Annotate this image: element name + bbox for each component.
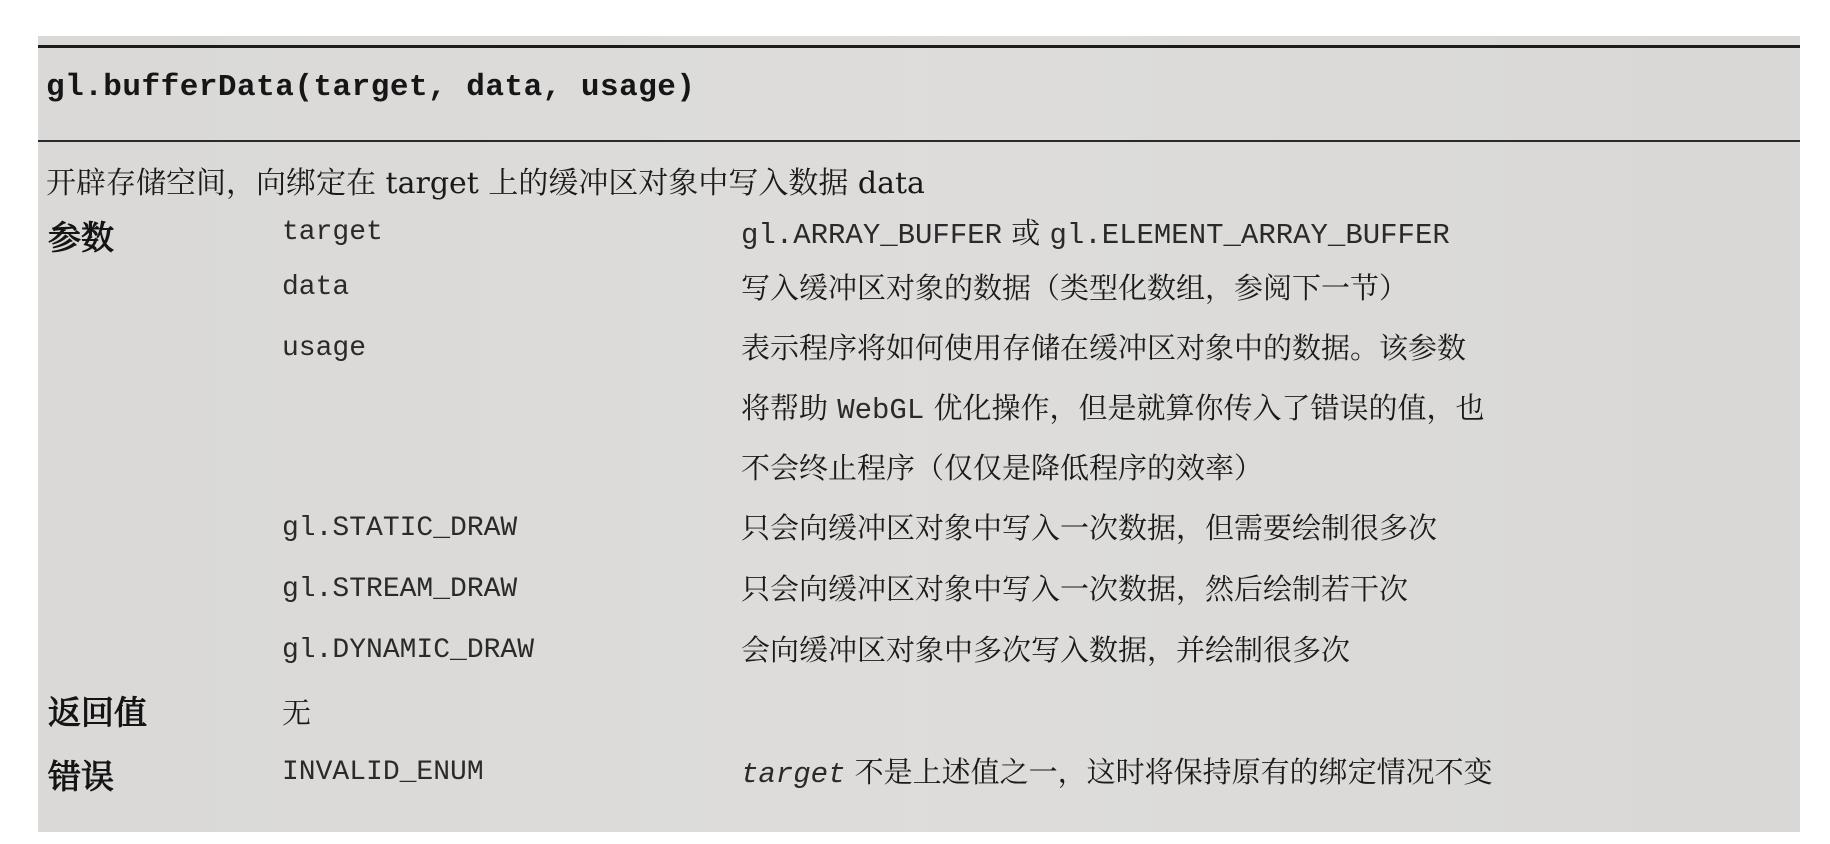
- param-usage-desc-line1: 表示程序将如何使用存储在缓冲区对象中的数据。该参数: [741, 331, 1467, 365]
- error-name: INVALID_ENUM: [282, 757, 484, 788]
- function-description: 开辟存储空间，向绑定在 target 上的缓冲区对象中写入数据 data: [46, 166, 925, 201]
- params-label: 参数: [48, 218, 114, 257]
- return-label: 返回值: [48, 693, 147, 732]
- param-target-name: target: [282, 217, 383, 248]
- param-usage-desc-line3: 不会终止程序（仅仅是降低程序的效率）: [741, 451, 1264, 485]
- usage-dynamic-draw-desc: 会向缓冲区对象中多次写入数据，并绘制很多次: [741, 633, 1351, 667]
- param-data-name: data: [282, 272, 350, 303]
- error-desc: [741, 741, 1493, 806]
- usage-line2-code: WebGL: [837, 394, 925, 427]
- target-value-array-buffer: gl.ARRAY_BUFFER: [741, 219, 1003, 252]
- signature-divider: [38, 140, 1800, 142]
- usage-stream-draw-desc: 只会向缓冲区对象中写入一次数据，然后绘制若干次: [741, 572, 1409, 606]
- error-label: 错误: [48, 757, 114, 796]
- api-reference-box: [38, 36, 1800, 832]
- error-target-code: target: [741, 758, 846, 791]
- usage-line2-part-a: 将帮助: [741, 391, 838, 425]
- usage-stream-draw-name: gl.STREAM_DRAW: [282, 574, 518, 605]
- usage-dynamic-draw-name: gl.DYNAMIC_DRAW: [282, 635, 535, 666]
- usage-line2-part-b: 优化操作，但是就算你传入了错误的值，也: [924, 391, 1485, 425]
- param-data-desc: 写入缓冲区对象的数据（类型化数组，参阅下一节）: [741, 271, 1409, 305]
- param-usage-name: usage: [282, 333, 367, 364]
- target-value-separator: 或: [1002, 216, 1050, 250]
- top-rule: [38, 45, 1800, 48]
- usage-static-draw-desc: 只会向缓冲区对象中写入一次数据，但需要绘制很多次: [741, 511, 1438, 545]
- function-signature: gl.bufferData(target, data, usage): [46, 70, 696, 105]
- error-desc-text: 不是上述值之一，这时将保持原有的绑定情况不变: [845, 755, 1493, 789]
- return-value: 无: [282, 696, 312, 730]
- param-usage-desc-line2: [741, 377, 1484, 442]
- target-value-element-array-buffer: gl.ELEMENT_ARRAY_BUFFER: [1049, 219, 1450, 252]
- usage-static-draw-name: gl.STATIC_DRAW: [282, 513, 518, 544]
